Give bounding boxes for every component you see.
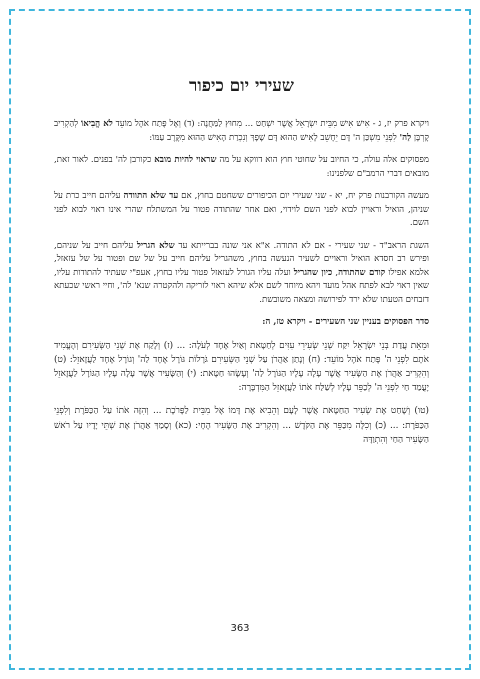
bold-text: קודם שהתודה bbox=[338, 267, 386, 278]
text-run: עליהם חייב כרת על שניהן, הואיל וראויין לבוא לפני השם לוידוי, ואם אחר שהתודה פטור על המשתלח שהרי אינו ראוי לבוא לפני השם. bbox=[54, 191, 429, 228]
bold-text: לֹא הֱבִיאוֹ bbox=[81, 119, 113, 129]
bold-text: שראוי להיות מובא bbox=[154, 155, 217, 165]
bold-text: עד שלא התוודה bbox=[123, 191, 179, 201]
text-run: לִפְנֵי מִשְׁכַּן ה' דָּם יֵחָשֵׁב לָאִישׁ הַהוּא דָּם שָׁפָךְ וְנִכְרַת הָאִישׁ הַהוּא מִקֶּרֶב עַמּוֹ: bbox=[149, 132, 400, 143]
text-run: עליהם חייב על שניהם, ופירש רב חסדא הואיל וראויים לשעיר הנעשה בחוץ, משהגריל עליהם חייב על של שם ופטור על של עזאזל, אלמא אפילו bbox=[54, 240, 429, 278]
page-content bbox=[54, 76, 429, 456]
text-run: לְהַקְרִיב קָרְבָּן bbox=[54, 119, 429, 143]
paragraph-rambam bbox=[54, 190, 429, 231]
page-number: 363 bbox=[230, 623, 250, 634]
text-run: השגת הראב"ד - שני שעירי - אם לא התודה. א"א אני שונה בברייתא עד bbox=[174, 240, 429, 251]
paragraph-explanation bbox=[54, 154, 429, 181]
paragraph-raavad bbox=[54, 240, 429, 308]
text-run: כקורבן לה' בפנים. לאור זאת, מובאים דברי הרמב"ם שלפנינו: bbox=[54, 155, 429, 179]
page-title: שעירי יום כיפור bbox=[189, 76, 294, 96]
verse-block-1: וּמֵאֵת עֲדַת בְּנֵי יִשְׂרָאֵל יִקַּח שְׁנֵי שְׂעִירֵי עִזִּים לְחַטָּאת וְאַיִל אֶחָד לְעֹלָה: ... (ז) וְלָקַח אֶת שְׁנֵי הַשְּׂעִירִם וְהֶעֱמִיד אֹתָם לִפְנֵי ה' פֶּתַח אֹהֶל מוֹעֵד: (ח) וְנָתַן אַהֲרֹן עַל שְׁנֵי הַשְּׂעִירִם גֹּרָלוֹת גּוֹרָל אֶחָד לַה' וְגוֹרָל אֶחָד לַעֲזָאזֵל: (ט) וְהִקְרִיב אַהֲרֹן אֶת הַשָּׂעִיר אֲשֶׁר עָלָה עָלָיו הַגּוֹרָל לַה' וְעָשָׂהוּ חַטָּאת: (י) וְהַשָּׂעִיר אֲשֶׁר עָלָה עָלָיו הַגּוֹרָל לַעֲזָאזֵל יָעֳמַד חַי לִפְנֵי ה' לְכַפֵּר עָלָיו לְשַׁלַּח אֹתוֹ לַעֲזָאזֵל הַמִּדְבָּרָה: bbox=[54, 340, 429, 394]
text-run: ועלה עליו הגורל לעזאזל פטור עליו בחוץ, אעפ"י שעתיד להתודות עליו, שאין ראוי לבא לפתח אהל מועד ויהא מיוחד לשם אלא שיהא ראוי לזריקה ולהקטרה שנא' לה', וחיי ראשי שכעתא דזבחים הטעתו שלא ירד לפירושה ומצאה משובשת. bbox=[54, 267, 429, 305]
text-run: ויקרא פרק יז, ג - אִישׁ אִישׁ מִבֵּית יִשְׂרָאֵל אֲשֶׁר יִשְׁחַט ... מִחוּץ לַמַּחֲנֶה: (ד) וְאֶל פֶּתַח אֹהֶל מוֹעֵד bbox=[112, 119, 429, 129]
text-run: , bbox=[332, 267, 339, 278]
text-run: מפסוקים אלה עולה, כי החיוב על שחוטי חוץ הוא דווקא על מה bbox=[216, 155, 430, 165]
text-run: מעשה הקורבנות פרק יח, יא - שני שעירי יום הכיפורים ששחטם בחוץ, אם bbox=[178, 191, 429, 201]
verse-block-2: (טו) וְשָׁחַט אֶת שְׂעִיר הַחַטָּאת אֲשֶׁר לָעָם וְהֵבִיא אֶת דָּמוֹ אֶל מִבֵּית לַפָּרֹכֶת ... וְהִזָּה אֹתוֹ עַל הַכַּפֹּרֶת וְלִפְנֵי הַכַּפֹּרֶת: ... (כ) וְכִלָּה מִכַּפֵּר אֶת הַקֹּדֶשׁ ... וְהִקְרִיב אֶת הַשָּׂעִיר הֶחָי: (כא) וְסָמַךְ אַהֲרֹן אֶת שְׁתֵּי יָדָיו עַל רֹאשׁ הַשָּׂעִיר הַחַי וְהִתְוַדָּה bbox=[54, 406, 429, 445]
bold-text: כיון שהגריל bbox=[293, 267, 333, 278]
bold-text: שלא הגריל bbox=[136, 240, 175, 251]
bold-text: לַה' bbox=[399, 132, 412, 143]
section-heading: סדר הפסוקים בעניין שני השעירים - ויקרא טז, ה: bbox=[262, 317, 429, 327]
paragraph-vayikra-17 bbox=[54, 118, 429, 145]
